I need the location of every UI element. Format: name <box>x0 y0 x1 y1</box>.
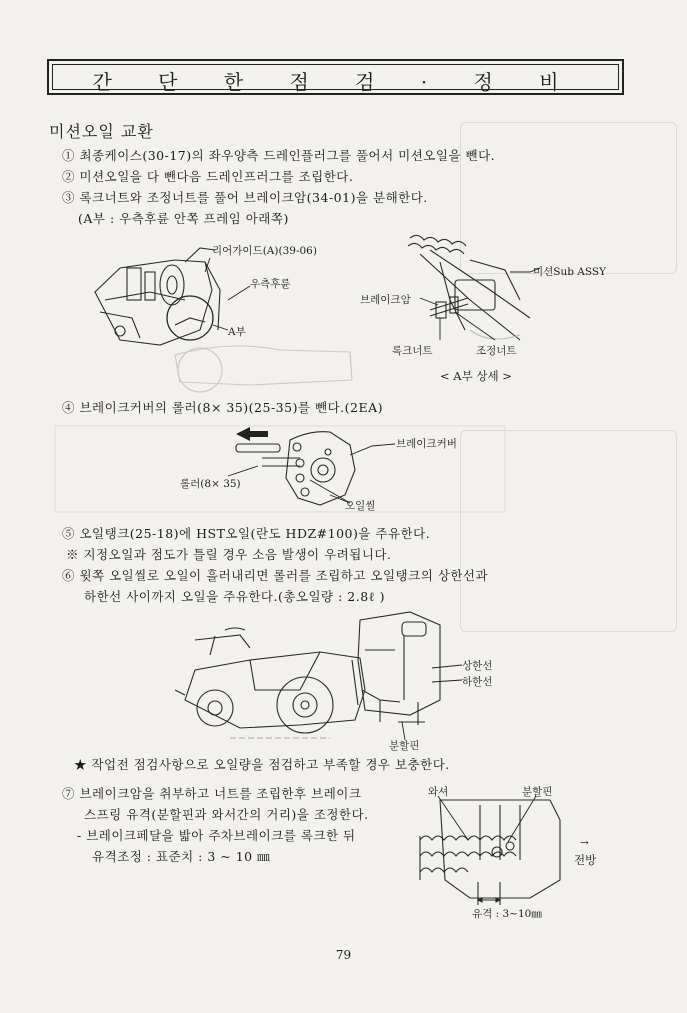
step-3: ③ 록크너트와 조정너트를 풀어 브레이크암(34-01)을 분해한다. <box>62 190 428 205</box>
step-5: ⑤ 오일탱크(25-18)에 HST오일(란도 HDZ#100)을 주유한다. <box>62 526 431 541</box>
step-1: ① 최종케이스(30-17)의 좌우양측 드레인플러그를 풀어서 미션오일을 뺀다. <box>62 148 496 163</box>
section-title: 미션오일 교환 <box>49 122 154 141</box>
label-lower-limit: 하한선 <box>462 676 493 688</box>
label-right-rear-wheel: 우측후륜 <box>250 278 291 290</box>
step-6-line-1: ⑥ 윗쪽 오일씰로 오일이 흘러내리면 롤러를 조립하고 오일탱크의 상한선과 <box>62 568 489 583</box>
label-rear-guide: 리어가이드(A)(39-06) <box>212 245 317 257</box>
step-7-line-1: ⑦ 브레이크암을 취부하고 너트를 조립한후 브레이크 <box>62 786 362 801</box>
label-brake-cover: 브레이크커버 <box>396 438 457 450</box>
step-3-note: (A부 : 우측후륜 안쪽 프레임 아래쪽) <box>78 211 289 226</box>
front-arrow-icon: → <box>580 837 589 849</box>
page-number: 79 <box>335 948 352 962</box>
label-front-direction: 전방 <box>574 853 597 867</box>
label-mission-sub-assy: 미션Sub ASSY <box>533 266 607 278</box>
label-washer: 와셔 <box>428 786 449 798</box>
label-upper-limit: 상한선 <box>462 660 493 672</box>
label-lock-nut: 록크너트 <box>392 345 433 357</box>
page-header-title: 간 단 한 점 검 · 정 비 <box>92 70 579 94</box>
label-oil-seal: 오일씰 <box>345 500 376 512</box>
step-7-line-3: - 브레이크페달을 밟아 주차브레이크를 록크한 뒤 <box>77 828 356 843</box>
label-split-pin: 분할핀 <box>522 786 553 798</box>
star-note: ★ 작업전 점검사항으로 오일량을 점검하고 부족할 경우 보충한다. <box>74 757 450 772</box>
step-6-line-2: 하한선 사이까지 오일을 주유한다.(총오일량 : 2.8ℓ ) <box>84 589 385 604</box>
label-split-pin-tank: 분할핀 <box>389 740 420 752</box>
figure-caption-a-detail: < A부 상세 > <box>440 369 512 383</box>
label-roller: 롤러(8× 35) <box>180 478 241 490</box>
label-brake-arm: 브레이크암 <box>360 294 411 306</box>
label-adjust-nut: 조정너트 <box>476 345 517 357</box>
label-play-range: 유격 : 3~10㎜ <box>472 908 542 920</box>
step-2: ② 미션오일을 다 뺀다음 드레인프러그를 조립한다. <box>62 169 354 184</box>
step-5-note: ※ 지정오일과 점도가 틀릴 경우 소음 발생이 우려됩니다. <box>66 547 392 562</box>
step-7-line-2: 스프링 유격(분할핀과 와서간의 거리)을 조정한다. <box>84 807 369 822</box>
step-4: ④ 브레이크커버의 롤러(8× 35)(25-35)를 뺀다.(2EA) <box>62 400 383 415</box>
label-a-part: A부 <box>228 326 246 338</box>
step-7-line-4: 유격조정 : 표준치 : 3 ~ 10 ㎜ <box>92 849 271 864</box>
